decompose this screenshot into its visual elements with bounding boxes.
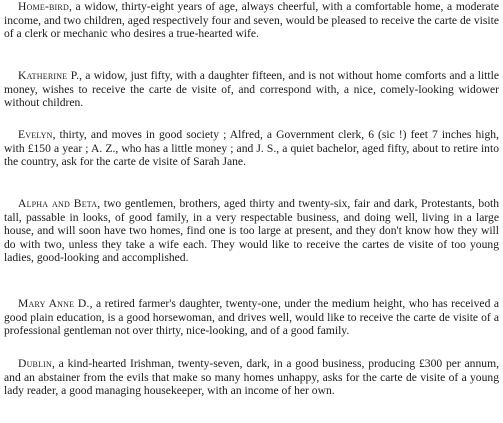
advert-text: , a kind-hearted Irishman, twenty-seven, dark, in a good business, producing £300 per annum, and an abstainer from the evils that make so many homes unhappy, asks for the carte de visite of a young lady reader, a good managing housekeeper, with an income of her own. <box>4 357 499 398</box>
advert-katherine-p <box>4 69 499 110</box>
advert-name: Katherine P. <box>18 69 80 82</box>
advert-name: Home-bird <box>18 0 69 13</box>
advert-text: , thirty, and moves in good society ; Alfred, a Government clerk, 6 (sic !) feet 7 inches high, with £150 a year ; A. Z., who has a little money ; and J. S., a quiet bachelor, aged fifty, about to retire into the country, ask for the carte de visite of Sarah Jane. <box>4 128 499 169</box>
advert-mary-anne-d <box>4 297 499 338</box>
advert-evelyn <box>4 128 499 169</box>
advert-text: , a retired farmer's daughter, twenty-one, under the medium height, who has received a good plain education, is a good horsewoman, and drives well, would like to receive the carte de visite of a professional gentleman not over thirty, nice-looking, and of a good family. <box>4 297 499 338</box>
advert-name: Dublin <box>18 357 53 370</box>
advert-name: Mary Anne D. <box>18 297 90 310</box>
advert-text: , two gentlemen, brothers, aged thirty and twenty-six, fair and dark, Protestants, both tall, passable in looks, of good family, in a very respectable business, and doing well, living in a large house, and will soon have two homes, find one is too large at present, and they don't know how they will do with two, unless they take a wife each. They would like to receive the cartes de visite of too young ladies, good-looking and accomplished. <box>4 197 500 265</box>
advert-text: , a widow, just fifty, with a daughter fifteen, and is not without home comforts and a little money, wishes to receive the carte de visite of, and correspond with, a nice, comely-looking widower without children. <box>4 69 499 110</box>
advert-dublin <box>4 357 499 398</box>
advert-home-bird <box>4 0 499 41</box>
advert-alpha-and-beta <box>4 197 499 265</box>
advert-text: , a widow, thirty-eight years of age, always cheerful, with a comfortable home, a moderate income, and two children, aged respectively four and seven, would be pleased to receive the carte de visite of a clerk or mechanic who desires a true-hearted wife. <box>4 0 499 41</box>
advert-name: Alpha and Beta <box>18 197 98 210</box>
advert-name: Evelyn <box>18 128 53 141</box>
